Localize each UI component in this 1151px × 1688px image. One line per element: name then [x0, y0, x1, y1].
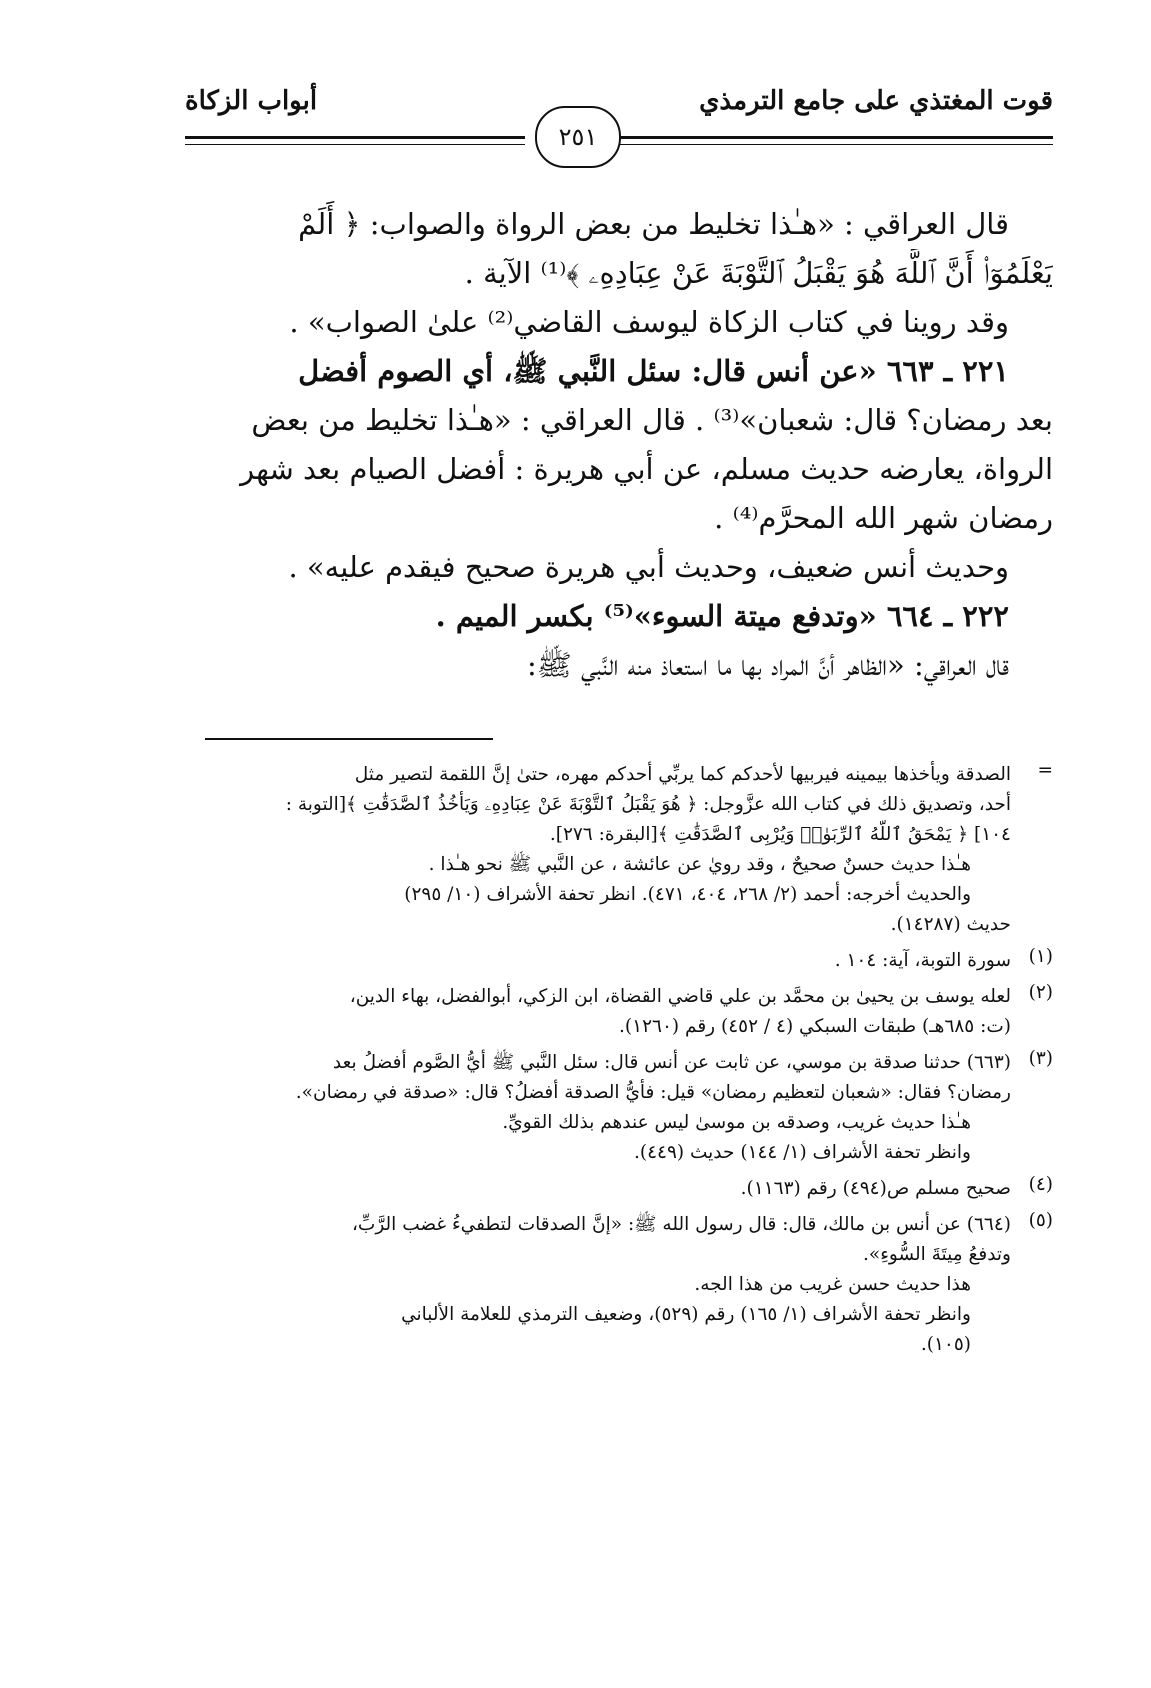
main-text	[143, 200, 1053, 690]
body-line: رمضان شهر الله المحرَّم⁽⁴⁾ .	[714, 501, 1053, 535]
footnote-5	[143, 1210, 1053, 1360]
footnote-separator	[205, 738, 493, 740]
body-line: وحديث أنس ضعيف، وحديث أبي هريرة صحيح فيقدم عليه» .	[288, 550, 1009, 584]
footnotes	[143, 760, 1053, 1360]
footnote-3	[143, 1048, 1053, 1168]
footnote-line: وانظر تحفة الأشراف (١/ ١٦٥) رقم (٥٢٩)، وضعيف الترمذي للعلامة الألباني	[401, 1304, 971, 1325]
footnote-line: (١٠٥).	[920, 1334, 971, 1355]
footnote-line: هذا حديث حسن غريب من هذا الجه.	[694, 1274, 971, 1295]
footnote-number: (١)	[1028, 946, 1053, 967]
footnote-line: وانظر تحفة الأشراف (١/ ١٤٤) حديث (٤٤٩).	[633, 1142, 971, 1163]
page-number-badge: ٢٥١	[535, 106, 621, 168]
footnote-4	[143, 1174, 1053, 1204]
footnote-line: الصدقة ويأخذها بيمينه فيربيها لأحدكم كما يربِّي أحدكم مهره، حتىٰ إنَّ اللقمة لتصير مثل	[354, 764, 1011, 785]
footnote-line: رمضان؟ فقال: «شعبان لتعظيم رمضان» قيل: فأيُّ الصدقة أفضلُ؟ قال: «صدقة في رمضان».	[295, 1082, 1011, 1103]
footnote-line: (ت: ٦٨٥هـ) طبقات السبكي (٤ / ٤٥٢) رقم (١٢٦٠).	[619, 1016, 1011, 1037]
footnote-continuation	[143, 760, 1053, 940]
footnote-line: (٦٦٣) حدثنا صدقة بن موسي، عن ثابت عن أنس قال: سئل النَّبي ﷺ أيُّ الصَّوم أفضلُ بعد	[332, 1052, 1011, 1073]
footnote-number: (٢)	[1028, 982, 1053, 1003]
footnote-line: هـٰذا حديث غريب، وصدقه بن موسىٰ ليس عندهم بذلك القويِّ.	[502, 1112, 971, 1133]
footnote-line: ١٠٤] ﴿ يَمْحَقُ ٱللَّهُ ٱلرِّبَوٰا۟ وَيُرْبِى ٱلصَّدَقَٰتِ ﴾[البقرة: ٢٧٦].	[549, 824, 1011, 845]
header-rule-left	[185, 136, 525, 145]
footnote-line: حديث (١٤٢٨٧).	[890, 914, 1011, 935]
footnote-line: صحيح مسلم ص(٤٩٤) رقم (١١٦٣).	[740, 1178, 1011, 1199]
hadith-heading-664: ٢٢٢ ـ ٦٦٤ «وتدفع ميتة السوء»⁽⁵⁾ بكسر الميم .	[435, 599, 1009, 633]
running-head-section-title: أبواب الزكاة	[185, 86, 318, 116]
footnote-line: أحد، وتصديق ذلك في كتاب الله عزَّوجل: ﴿ هُوَ يَقْبَلُ ٱلتَّوْبَةَ عَنْ عِبَادِهِۦ وَيَأْخُذُ ٱلصَّدَقَٰتِ ﴾[التوبة :	[285, 794, 1011, 815]
footnote-line: وتدفعُ مِيتَةَ السُّوءِ».	[863, 1244, 1011, 1265]
body-line: يَعْلَمُوٓا۟ أَنَّ ٱللَّهَ هُوَ يَقْبَلُ ٱلتَّوْبَةَ عَنْ عِبَادِهِۦ ﴾⁽¹⁾ الآية .	[464, 256, 1053, 290]
body-line: بعد رمضان؟ قال: شعبان»⁽³⁾ . قال العراقي : «هـٰذا تخليط من بعض	[251, 403, 1053, 437]
footnote-1	[143, 946, 1053, 976]
footnote-line: لعله يوسف بن يحيىٰ بن محمَّد بن علي قاضي القضاة، ابن الزكي، أبوالفضل، بهاء الدين،	[349, 986, 1011, 1007]
body-line: قال العراقي : «هـٰذا تخليط من بعض الرواة والصواب: ﴿ أَلَمْ	[298, 207, 1009, 241]
body-line: قال العراقي: «الظاهر أنَّ المراد بها ما استعاذ منه النَّبي ﷺ:	[526, 648, 1009, 682]
hadith-heading-663: ٢٢١ ـ ٦٦٣ «عن أنس قال: سئل النَّبي ﷺ، أي الصوم أفضل	[298, 354, 1009, 388]
footnote-number: (٤)	[1028, 1174, 1053, 1195]
header-rule-right	[603, 136, 1053, 145]
continuation-mark: =	[1037, 760, 1053, 781]
footnote-number: (٥)	[1028, 1210, 1053, 1231]
footnote-line: والحديث أخرجه: أحمد (٢/ ٢٦٨، ٤٠٤، ٤٧١). انظر تحفة الأشراف (١٠/ ٢٩٥)	[404, 884, 971, 905]
footnote-line: (٦٦٤) عن أنس بن مالك، قال: قال رسول الله ﷺ: «إنَّ الصدقات لتطفيءُ غضب الرَّبِّ،	[351, 1214, 1011, 1235]
footnote-2	[143, 982, 1053, 1042]
footnote-line: سورة التوبة، آية: ١٠٤ .	[834, 950, 1011, 971]
body-line: وقد روينا في كتاب الزكاة ليوسف القاضي⁽²⁾ علىٰ الصواب» .	[289, 305, 1009, 339]
footnote-line: هـٰذا حديث حسنٌ صحيحٌ ، وقد رويٰ عن عائشة ، عن النَّبي ﷺ نحو هـٰذا .	[428, 854, 971, 875]
running-head-book-title: قوت المغتذي على جامع الترمذي	[699, 86, 1053, 116]
footnote-number: (٣)	[1028, 1048, 1053, 1069]
body-line: الرواة، يعارضه حديث مسلم، عن أبي هريرة : أفضل الصيام بعد شهر	[240, 452, 1053, 486]
